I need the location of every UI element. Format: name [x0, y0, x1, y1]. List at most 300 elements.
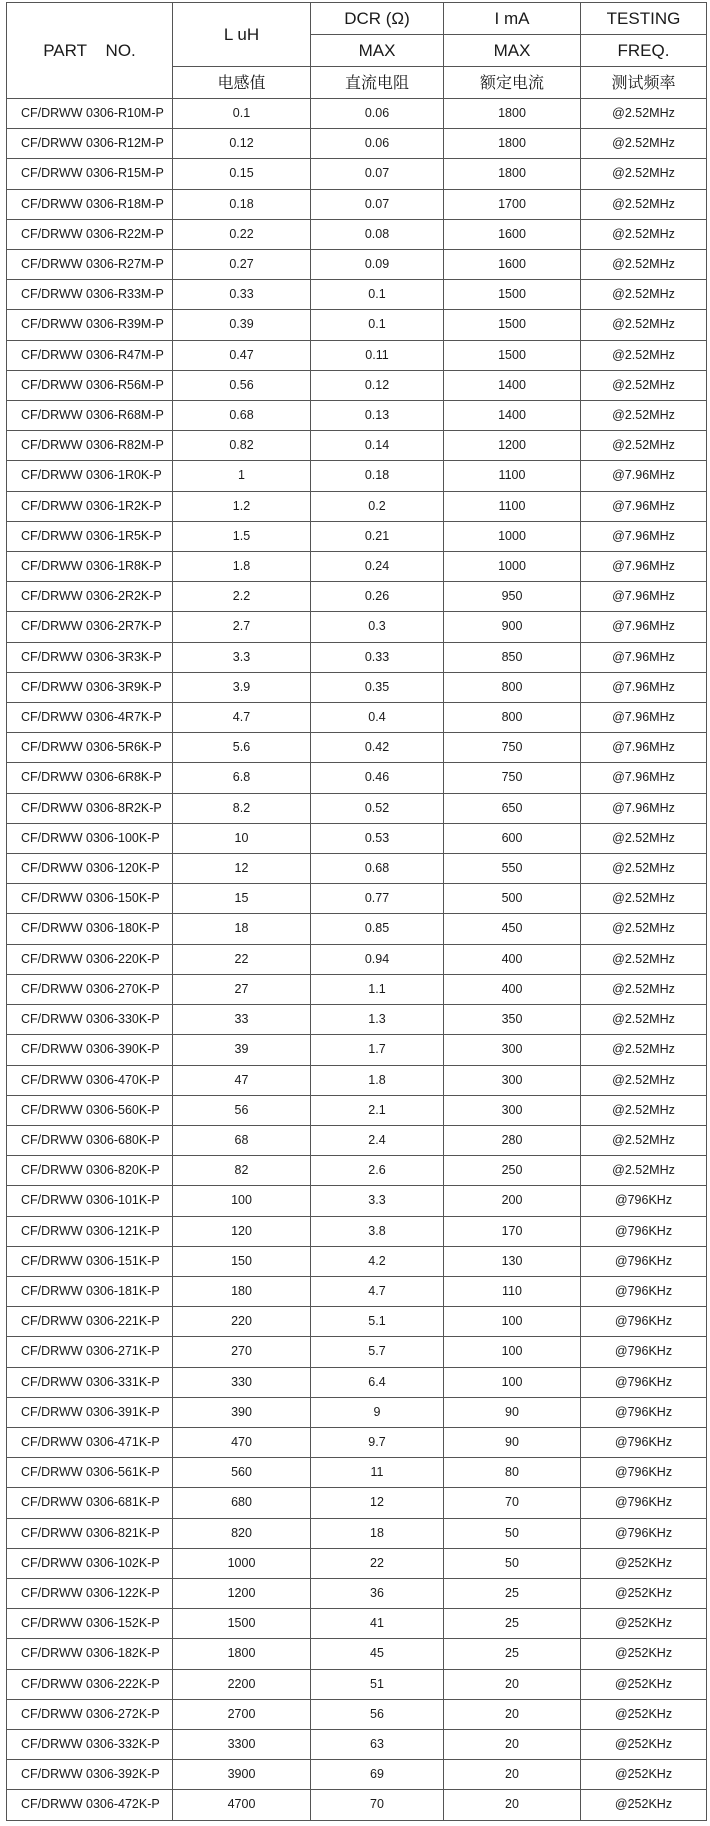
cell-dcr: 12: [311, 1488, 444, 1518]
table-row: [7, 672, 707, 702]
cell-part-number: CF/DRWW 0306-392K-P: [7, 1760, 173, 1790]
table-row: [7, 1246, 707, 1276]
header-current: I mA: [444, 3, 581, 35]
cell-test-freq: @252KHz: [581, 1699, 707, 1729]
cell-inductance: 0.27: [173, 250, 311, 280]
cell-current: 350: [444, 1005, 581, 1035]
cell-dcr: 22: [311, 1548, 444, 1578]
cell-current: 1400: [444, 370, 581, 400]
cell-dcr: 51: [311, 1669, 444, 1699]
cell-part-number: CF/DRWW 0306-1R2K-P: [7, 491, 173, 521]
cell-dcr: 9: [311, 1397, 444, 1427]
cell-dcr: 0.06: [311, 99, 444, 129]
cell-current: 300: [444, 1095, 581, 1125]
cell-test-freq: @796KHz: [581, 1216, 707, 1246]
cell-current: 1600: [444, 219, 581, 249]
cell-part-number: CF/DRWW 0306-R22M-P: [7, 219, 173, 249]
cell-test-freq: @252KHz: [581, 1548, 707, 1578]
cell-current: 900: [444, 612, 581, 642]
cell-part-number: CF/DRWW 0306-151K-P: [7, 1246, 173, 1276]
cell-test-freq: @2.52MHz: [581, 1156, 707, 1186]
cell-dcr: 70: [311, 1790, 444, 1820]
cell-inductance: 6.8: [173, 763, 311, 793]
cell-dcr: 5.7: [311, 1337, 444, 1367]
table-row: [7, 99, 707, 129]
cell-test-freq: @7.96MHz: [581, 793, 707, 823]
cell-inductance: 680: [173, 1488, 311, 1518]
spec-table: [6, 2, 707, 1821]
table-row: [7, 974, 707, 1004]
cell-inductance: 820: [173, 1518, 311, 1548]
cell-dcr: 0.14: [311, 431, 444, 461]
table-row: [7, 1005, 707, 1035]
cell-inductance: 120: [173, 1216, 311, 1246]
cell-inductance: 3.3: [173, 642, 311, 672]
header-testing: TESTING: [581, 3, 707, 35]
cell-current: 400: [444, 944, 581, 974]
table-row: [7, 763, 707, 793]
cell-part-number: CF/DRWW 0306-R15M-P: [7, 159, 173, 189]
cell-test-freq: @796KHz: [581, 1397, 707, 1427]
cell-test-freq: @2.52MHz: [581, 340, 707, 370]
cell-part-number: CF/DRWW 0306-820K-P: [7, 1156, 173, 1186]
cell-test-freq: @252KHz: [581, 1578, 707, 1608]
cell-inductance: 0.33: [173, 280, 311, 310]
cell-part-number: CF/DRWW 0306-3R9K-P: [7, 672, 173, 702]
table-row: [7, 1397, 707, 1427]
cell-current: 800: [444, 672, 581, 702]
cell-test-freq: @796KHz: [581, 1367, 707, 1397]
cell-current: 1000: [444, 521, 581, 551]
header-part-no: PART NO.: [7, 3, 173, 99]
cell-inductance: 3900: [173, 1760, 311, 1790]
header-dcr-max: MAX: [311, 35, 444, 67]
cell-part-number: CF/DRWW 0306-101K-P: [7, 1186, 173, 1216]
cell-test-freq: @796KHz: [581, 1458, 707, 1488]
cell-current: 1800: [444, 99, 581, 129]
cell-part-number: CF/DRWW 0306-R82M-P: [7, 431, 173, 461]
cell-part-number: CF/DRWW 0306-6R8K-P: [7, 763, 173, 793]
cell-dcr: 0.18: [311, 461, 444, 491]
cell-test-freq: @2.52MHz: [581, 431, 707, 461]
cell-test-freq: @7.96MHz: [581, 461, 707, 491]
cell-dcr: 0.26: [311, 582, 444, 612]
cell-dcr: 0.13: [311, 401, 444, 431]
cell-dcr: 18: [311, 1518, 444, 1548]
table-row: [7, 189, 707, 219]
cell-part-number: CF/DRWW 0306-8R2K-P: [7, 793, 173, 823]
cell-current: 90: [444, 1397, 581, 1427]
cell-part-number: CF/DRWW 0306-4R7K-P: [7, 703, 173, 733]
table-row: [7, 884, 707, 914]
cell-inductance: 39: [173, 1035, 311, 1065]
cell-test-freq: @7.96MHz: [581, 763, 707, 793]
table-body: [7, 99, 707, 1821]
cell-dcr: 0.06: [311, 129, 444, 159]
table-row: [7, 793, 707, 823]
cell-dcr: 2.6: [311, 1156, 444, 1186]
cell-inductance: 1500: [173, 1609, 311, 1639]
cell-part-number: CF/DRWW 0306-1R8K-P: [7, 552, 173, 582]
cell-current: 1400: [444, 401, 581, 431]
cell-test-freq: @7.96MHz: [581, 642, 707, 672]
cell-inductance: 27: [173, 974, 311, 1004]
cell-inductance: 1800: [173, 1639, 311, 1669]
cell-test-freq: @2.52MHz: [581, 1005, 707, 1035]
cell-current: 1700: [444, 189, 581, 219]
table-row: [7, 1125, 707, 1155]
cell-current: 280: [444, 1125, 581, 1155]
cell-current: 1500: [444, 340, 581, 370]
cell-test-freq: @7.96MHz: [581, 491, 707, 521]
table-row: [7, 1518, 707, 1548]
table-row: [7, 1276, 707, 1306]
cell-test-freq: @252KHz: [581, 1729, 707, 1759]
table-row: [7, 1095, 707, 1125]
cell-part-number: CF/DRWW 0306-R12M-P: [7, 129, 173, 159]
cell-inductance: 0.68: [173, 401, 311, 431]
cell-current: 750: [444, 733, 581, 763]
cell-test-freq: @2.52MHz: [581, 310, 707, 340]
cell-inductance: 1.2: [173, 491, 311, 521]
cell-current: 130: [444, 1246, 581, 1276]
cell-test-freq: @2.52MHz: [581, 280, 707, 310]
cell-dcr: 0.53: [311, 823, 444, 853]
cell-dcr: 9.7: [311, 1427, 444, 1457]
cell-inductance: 33: [173, 1005, 311, 1035]
cell-part-number: CF/DRWW 0306-390K-P: [7, 1035, 173, 1065]
cell-test-freq: @796KHz: [581, 1246, 707, 1276]
cell-part-number: CF/DRWW 0306-R39M-P: [7, 310, 173, 340]
cell-inductance: 5.6: [173, 733, 311, 763]
cell-inductance: 1.8: [173, 552, 311, 582]
cell-dcr: 0.42: [311, 733, 444, 763]
cell-test-freq: @2.52MHz: [581, 189, 707, 219]
cell-current: 600: [444, 823, 581, 853]
cell-part-number: CF/DRWW 0306-330K-P: [7, 1005, 173, 1035]
cell-current: 250: [444, 1156, 581, 1186]
table-row: [7, 612, 707, 642]
header-cn-inductance: 电感值: [173, 67, 311, 99]
cell-test-freq: @796KHz: [581, 1307, 707, 1337]
cell-dcr: 0.77: [311, 884, 444, 914]
cell-current: 650: [444, 793, 581, 823]
cell-current: 500: [444, 884, 581, 914]
table-row: [7, 1065, 707, 1095]
cell-part-number: CF/DRWW 0306-R27M-P: [7, 250, 173, 280]
cell-dcr: 1.7: [311, 1035, 444, 1065]
cell-part-number: CF/DRWW 0306-471K-P: [7, 1427, 173, 1457]
cell-dcr: 0.08: [311, 219, 444, 249]
cell-inductance: 4700: [173, 1790, 311, 1820]
cell-inductance: 68: [173, 1125, 311, 1155]
cell-test-freq: @2.52MHz: [581, 884, 707, 914]
cell-test-freq: @7.96MHz: [581, 733, 707, 763]
cell-inductance: 12: [173, 854, 311, 884]
cell-test-freq: @2.52MHz: [581, 370, 707, 400]
cell-dcr: 0.68: [311, 854, 444, 884]
cell-test-freq: @796KHz: [581, 1186, 707, 1216]
table-row: [7, 552, 707, 582]
cell-test-freq: @252KHz: [581, 1760, 707, 1790]
cell-part-number: CF/DRWW 0306-R10M-P: [7, 99, 173, 129]
cell-part-number: CF/DRWW 0306-821K-P: [7, 1518, 173, 1548]
cell-inductance: 0.22: [173, 219, 311, 249]
cell-test-freq: @252KHz: [581, 1790, 707, 1820]
cell-part-number: CF/DRWW 0306-270K-P: [7, 974, 173, 1004]
table-row: [7, 1609, 707, 1639]
cell-inductance: 82: [173, 1156, 311, 1186]
cell-test-freq: @2.52MHz: [581, 974, 707, 1004]
cell-current: 200: [444, 1186, 581, 1216]
cell-part-number: CF/DRWW 0306-681K-P: [7, 1488, 173, 1518]
cell-inductance: 0.18: [173, 189, 311, 219]
cell-part-number: CF/DRWW 0306-470K-P: [7, 1065, 173, 1095]
cell-inductance: 15: [173, 884, 311, 914]
cell-test-freq: @2.52MHz: [581, 1095, 707, 1125]
cell-dcr: 4.7: [311, 1276, 444, 1306]
table-row: [7, 1578, 707, 1608]
table-row: [7, 129, 707, 159]
cell-dcr: 0.94: [311, 944, 444, 974]
cell-dcr: 0.52: [311, 793, 444, 823]
cell-test-freq: @252KHz: [581, 1669, 707, 1699]
cell-current: 20: [444, 1760, 581, 1790]
cell-current: 70: [444, 1488, 581, 1518]
cell-part-number: CF/DRWW 0306-150K-P: [7, 884, 173, 914]
cell-dcr: 0.85: [311, 914, 444, 944]
cell-test-freq: @796KHz: [581, 1337, 707, 1367]
table-row: [7, 1367, 707, 1397]
cell-current: 1800: [444, 159, 581, 189]
cell-current: 80: [444, 1458, 581, 1488]
cell-inductance: 0.15: [173, 159, 311, 189]
cell-part-number: CF/DRWW 0306-122K-P: [7, 1578, 173, 1608]
cell-part-number: CF/DRWW 0306-100K-P: [7, 823, 173, 853]
cell-current: 20: [444, 1729, 581, 1759]
cell-part-number: CF/DRWW 0306-1R0K-P: [7, 461, 173, 491]
cell-dcr: 0.21: [311, 521, 444, 551]
cell-current: 110: [444, 1276, 581, 1306]
cell-part-number: CF/DRWW 0306-2R2K-P: [7, 582, 173, 612]
cell-part-number: CF/DRWW 0306-3R3K-P: [7, 642, 173, 672]
cell-dcr: 0.3: [311, 612, 444, 642]
cell-test-freq: @2.52MHz: [581, 823, 707, 853]
cell-inductance: 560: [173, 1458, 311, 1488]
table-row: [7, 461, 707, 491]
table-row: [7, 219, 707, 249]
cell-inductance: 1000: [173, 1548, 311, 1578]
cell-current: 25: [444, 1578, 581, 1608]
cell-current: 25: [444, 1639, 581, 1669]
table-row: [7, 1669, 707, 1699]
cell-part-number: CF/DRWW 0306-331K-P: [7, 1367, 173, 1397]
cell-test-freq: @2.52MHz: [581, 1125, 707, 1155]
cell-inductance: 1.5: [173, 521, 311, 551]
cell-current: 800: [444, 703, 581, 733]
table-row: [7, 401, 707, 431]
cell-test-freq: @7.96MHz: [581, 703, 707, 733]
cell-part-number: CF/DRWW 0306-560K-P: [7, 1095, 173, 1125]
cell-inductance: 10: [173, 823, 311, 853]
cell-dcr: 0.2: [311, 491, 444, 521]
cell-current: 1500: [444, 280, 581, 310]
table-row: [7, 1729, 707, 1759]
cell-part-number: CF/DRWW 0306-1R5K-P: [7, 521, 173, 551]
cell-current: 25: [444, 1609, 581, 1639]
cell-inductance: 1: [173, 461, 311, 491]
cell-inductance: 22: [173, 944, 311, 974]
table-row: [7, 1790, 707, 1820]
cell-current: 90: [444, 1427, 581, 1457]
cell-dcr: 41: [311, 1609, 444, 1639]
cell-test-freq: @7.96MHz: [581, 582, 707, 612]
cell-dcr: 0.09: [311, 250, 444, 280]
cell-test-freq: @7.96MHz: [581, 672, 707, 702]
cell-dcr: 2.4: [311, 1125, 444, 1155]
cell-dcr: 0.12: [311, 370, 444, 400]
cell-part-number: CF/DRWW 0306-271K-P: [7, 1337, 173, 1367]
cell-dcr: 69: [311, 1760, 444, 1790]
cell-part-number: CF/DRWW 0306-680K-P: [7, 1125, 173, 1155]
table-row: [7, 1186, 707, 1216]
cell-test-freq: @7.96MHz: [581, 552, 707, 582]
cell-test-freq: @796KHz: [581, 1427, 707, 1457]
cell-part-number: CF/DRWW 0306-R33M-P: [7, 280, 173, 310]
cell-current: 50: [444, 1518, 581, 1548]
cell-current: 1200: [444, 431, 581, 461]
cell-current: 1500: [444, 310, 581, 340]
cell-part-number: CF/DRWW 0306-102K-P: [7, 1548, 173, 1578]
table-row: [7, 642, 707, 672]
cell-test-freq: @2.52MHz: [581, 401, 707, 431]
table-row: [7, 159, 707, 189]
cell-part-number: CF/DRWW 0306-272K-P: [7, 1699, 173, 1729]
cell-part-number: CF/DRWW 0306-R56M-P: [7, 370, 173, 400]
cell-dcr: 5.1: [311, 1307, 444, 1337]
cell-inductance: 3.9: [173, 672, 311, 702]
cell-test-freq: @2.52MHz: [581, 1065, 707, 1095]
cell-current: 1100: [444, 461, 581, 491]
cell-inductance: 0.1: [173, 99, 311, 129]
table-row: [7, 1458, 707, 1488]
cell-dcr: 45: [311, 1639, 444, 1669]
cell-inductance: 100: [173, 1186, 311, 1216]
table-row: [7, 944, 707, 974]
table-row: [7, 431, 707, 461]
table-row: [7, 521, 707, 551]
cell-current: 300: [444, 1035, 581, 1065]
cell-inductance: 2.7: [173, 612, 311, 642]
cell-inductance: 18: [173, 914, 311, 944]
cell-dcr: 0.24: [311, 552, 444, 582]
table-row: [7, 914, 707, 944]
cell-inductance: 2700: [173, 1699, 311, 1729]
cell-test-freq: @796KHz: [581, 1518, 707, 1548]
table-row: [7, 733, 707, 763]
cell-current: 100: [444, 1337, 581, 1367]
table-row: [7, 250, 707, 280]
cell-current: 450: [444, 914, 581, 944]
cell-test-freq: @2.52MHz: [581, 914, 707, 944]
table-row: [7, 1427, 707, 1457]
cell-dcr: 3.3: [311, 1186, 444, 1216]
table-row: [7, 1639, 707, 1669]
cell-inductance: 3300: [173, 1729, 311, 1759]
cell-dcr: 11: [311, 1458, 444, 1488]
cell-inductance: 2200: [173, 1669, 311, 1699]
cell-dcr: 56: [311, 1699, 444, 1729]
cell-current: 1100: [444, 491, 581, 521]
table-row: [7, 310, 707, 340]
cell-part-number: CF/DRWW 0306-220K-P: [7, 944, 173, 974]
cell-inductance: 390: [173, 1397, 311, 1427]
cell-inductance: 8.2: [173, 793, 311, 823]
cell-current: 20: [444, 1790, 581, 1820]
cell-current: 550: [444, 854, 581, 884]
cell-dcr: 0.33: [311, 642, 444, 672]
cell-inductance: 0.47: [173, 340, 311, 370]
cell-current: 1800: [444, 129, 581, 159]
cell-current: 750: [444, 763, 581, 793]
cell-inductance: 150: [173, 1246, 311, 1276]
cell-part-number: CF/DRWW 0306-2R7K-P: [7, 612, 173, 642]
cell-part-number: CF/DRWW 0306-152K-P: [7, 1609, 173, 1639]
cell-current: 50: [444, 1548, 581, 1578]
cell-dcr: 1.1: [311, 974, 444, 1004]
table-header: [7, 3, 707, 99]
cell-current: 170: [444, 1216, 581, 1246]
cell-current: 1600: [444, 250, 581, 280]
table-row: [7, 823, 707, 853]
table-row: [7, 582, 707, 612]
table-row: [7, 340, 707, 370]
cell-test-freq: @796KHz: [581, 1488, 707, 1518]
cell-dcr: 0.4: [311, 703, 444, 733]
cell-inductance: 330: [173, 1367, 311, 1397]
header-dcr: DCR (Ω): [311, 3, 444, 35]
cell-part-number: CF/DRWW 0306-121K-P: [7, 1216, 173, 1246]
cell-inductance: 470: [173, 1427, 311, 1457]
header-cn-dcr: 直流电阻: [311, 67, 444, 99]
table-row: [7, 703, 707, 733]
cell-inductance: 4.7: [173, 703, 311, 733]
cell-inductance: 1200: [173, 1578, 311, 1608]
cell-part-number: CF/DRWW 0306-181K-P: [7, 1276, 173, 1306]
cell-dcr: 4.2: [311, 1246, 444, 1276]
header-current-max: MAX: [444, 35, 581, 67]
table-row: [7, 1488, 707, 1518]
cell-part-number: CF/DRWW 0306-182K-P: [7, 1639, 173, 1669]
cell-inductance: 47: [173, 1065, 311, 1095]
cell-part-number: CF/DRWW 0306-5R6K-P: [7, 733, 173, 763]
cell-dcr: 0.35: [311, 672, 444, 702]
cell-current: 20: [444, 1669, 581, 1699]
table-row: [7, 1760, 707, 1790]
cell-test-freq: @2.52MHz: [581, 1035, 707, 1065]
cell-dcr: 2.1: [311, 1095, 444, 1125]
cell-current: 20: [444, 1699, 581, 1729]
cell-test-freq: @2.52MHz: [581, 944, 707, 974]
cell-current: 950: [444, 582, 581, 612]
table-row: [7, 1699, 707, 1729]
cell-part-number: CF/DRWW 0306-180K-P: [7, 914, 173, 944]
cell-test-freq: @2.52MHz: [581, 250, 707, 280]
header-cn-freq: 测试频率: [581, 67, 707, 99]
cell-inductance: 270: [173, 1337, 311, 1367]
cell-part-number: CF/DRWW 0306-391K-P: [7, 1397, 173, 1427]
cell-dcr: 0.46: [311, 763, 444, 793]
